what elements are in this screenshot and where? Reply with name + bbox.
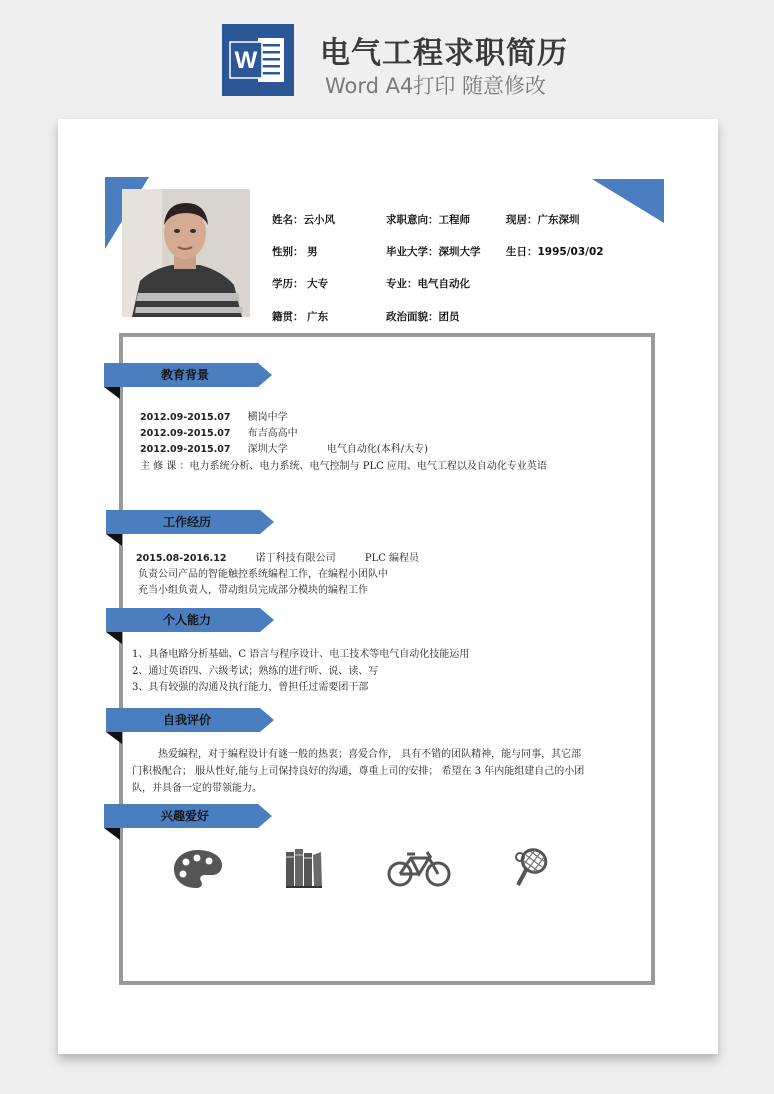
section-self-title: 自我评价	[163, 713, 212, 727]
profile-residence: 现居：广东深圳	[506, 214, 580, 226]
profile-intention: 求职意向：工程师	[386, 214, 470, 226]
education-school: 深圳大学	[247, 444, 288, 455]
education-date: 2012.09-2015.07	[140, 428, 231, 439]
section-education-title: 教育背景	[161, 368, 210, 382]
skill-item: 1、具备电路分析基础、C 语言与程序设计、电工技术等电气自动化技能运用	[132, 649, 470, 660]
education-row	[140, 408, 288, 423]
work-date: 2015.08-2016.12	[136, 553, 227, 564]
section-skills-title: 个人能力	[163, 613, 212, 627]
banner-title: 电气工程求职简历	[320, 36, 568, 71]
work-row	[136, 549, 419, 564]
banner-subtitle: Word A4打印 随意修改	[325, 74, 547, 98]
profile-origin: 籍贯： 广东	[272, 311, 329, 323]
profile-education: 学历： 大专	[272, 278, 329, 290]
profile-political: 政治面貌：团员	[386, 311, 460, 323]
work-line: 负责公司产品的智能触控系统编程工作，在编程小团队中	[138, 569, 388, 580]
palette-icon	[172, 848, 224, 890]
education-major: 电气自动化(本科/大专)	[326, 444, 429, 455]
profile-gender: 性别： 男	[272, 246, 318, 258]
education-school: 布吉高高中	[247, 428, 298, 439]
section-work-title: 工作经历	[163, 515, 212, 529]
self-line: 热爱编程，对于编程设计有谜一般的热衷；喜爱合作， 具有不错的团队精神，能与同事，其它部	[158, 749, 582, 760]
education-date: 2012.09-2015.07	[140, 444, 231, 455]
profile-name: 姓名：云小风	[272, 214, 335, 226]
education-row	[140, 440, 428, 455]
bicycle-icon	[387, 848, 451, 888]
banner	[0, 0, 774, 115]
corner-decoration-right	[592, 179, 664, 223]
profile-birthday: 生日：1995/03/02	[506, 246, 604, 258]
word-icon	[222, 24, 294, 96]
profile-major: 专业：电气自动化	[386, 278, 470, 290]
education-school: 横岗中学	[247, 412, 288, 423]
skill-item: 2、通过英语四、六级考试；熟练的进行听、说、读、写	[132, 666, 379, 677]
profile-photo	[122, 189, 250, 317]
tennis-racket-icon	[514, 847, 550, 891]
word-icon-letter: W	[234, 47, 258, 74]
self-line: 门积极配合； 服从性好,能与上司保持良好的沟通，尊重上司的安排； 希望在 3 年内能组建自己的小团	[132, 766, 585, 777]
skill-item: 3、具有较强的沟通及执行能力，曾担任过需要团干部	[132, 682, 369, 693]
work-company: 诺丁科技有限公司	[255, 553, 336, 564]
work-position: PLC 编程员	[364, 553, 420, 564]
profile-university: 毕业大学：深圳大学	[386, 246, 481, 258]
education-date: 2012.09-2015.07	[140, 412, 231, 423]
education-row	[140, 424, 298, 439]
education-courses: 主 修 课 ：电力系统分析、电力系统、电气控制与 PLC 应用、电气工程以及自动化专业英语	[140, 461, 547, 472]
resume-page	[58, 119, 718, 1054]
section-hobbies-title: 兴趣爱好	[161, 809, 210, 823]
self-line: 队，并具备一定的带领能力。	[132, 783, 262, 794]
books-icon	[284, 846, 324, 890]
work-line: 充当小组负责人，带动组员完成部分模块的编程工作	[138, 585, 368, 596]
